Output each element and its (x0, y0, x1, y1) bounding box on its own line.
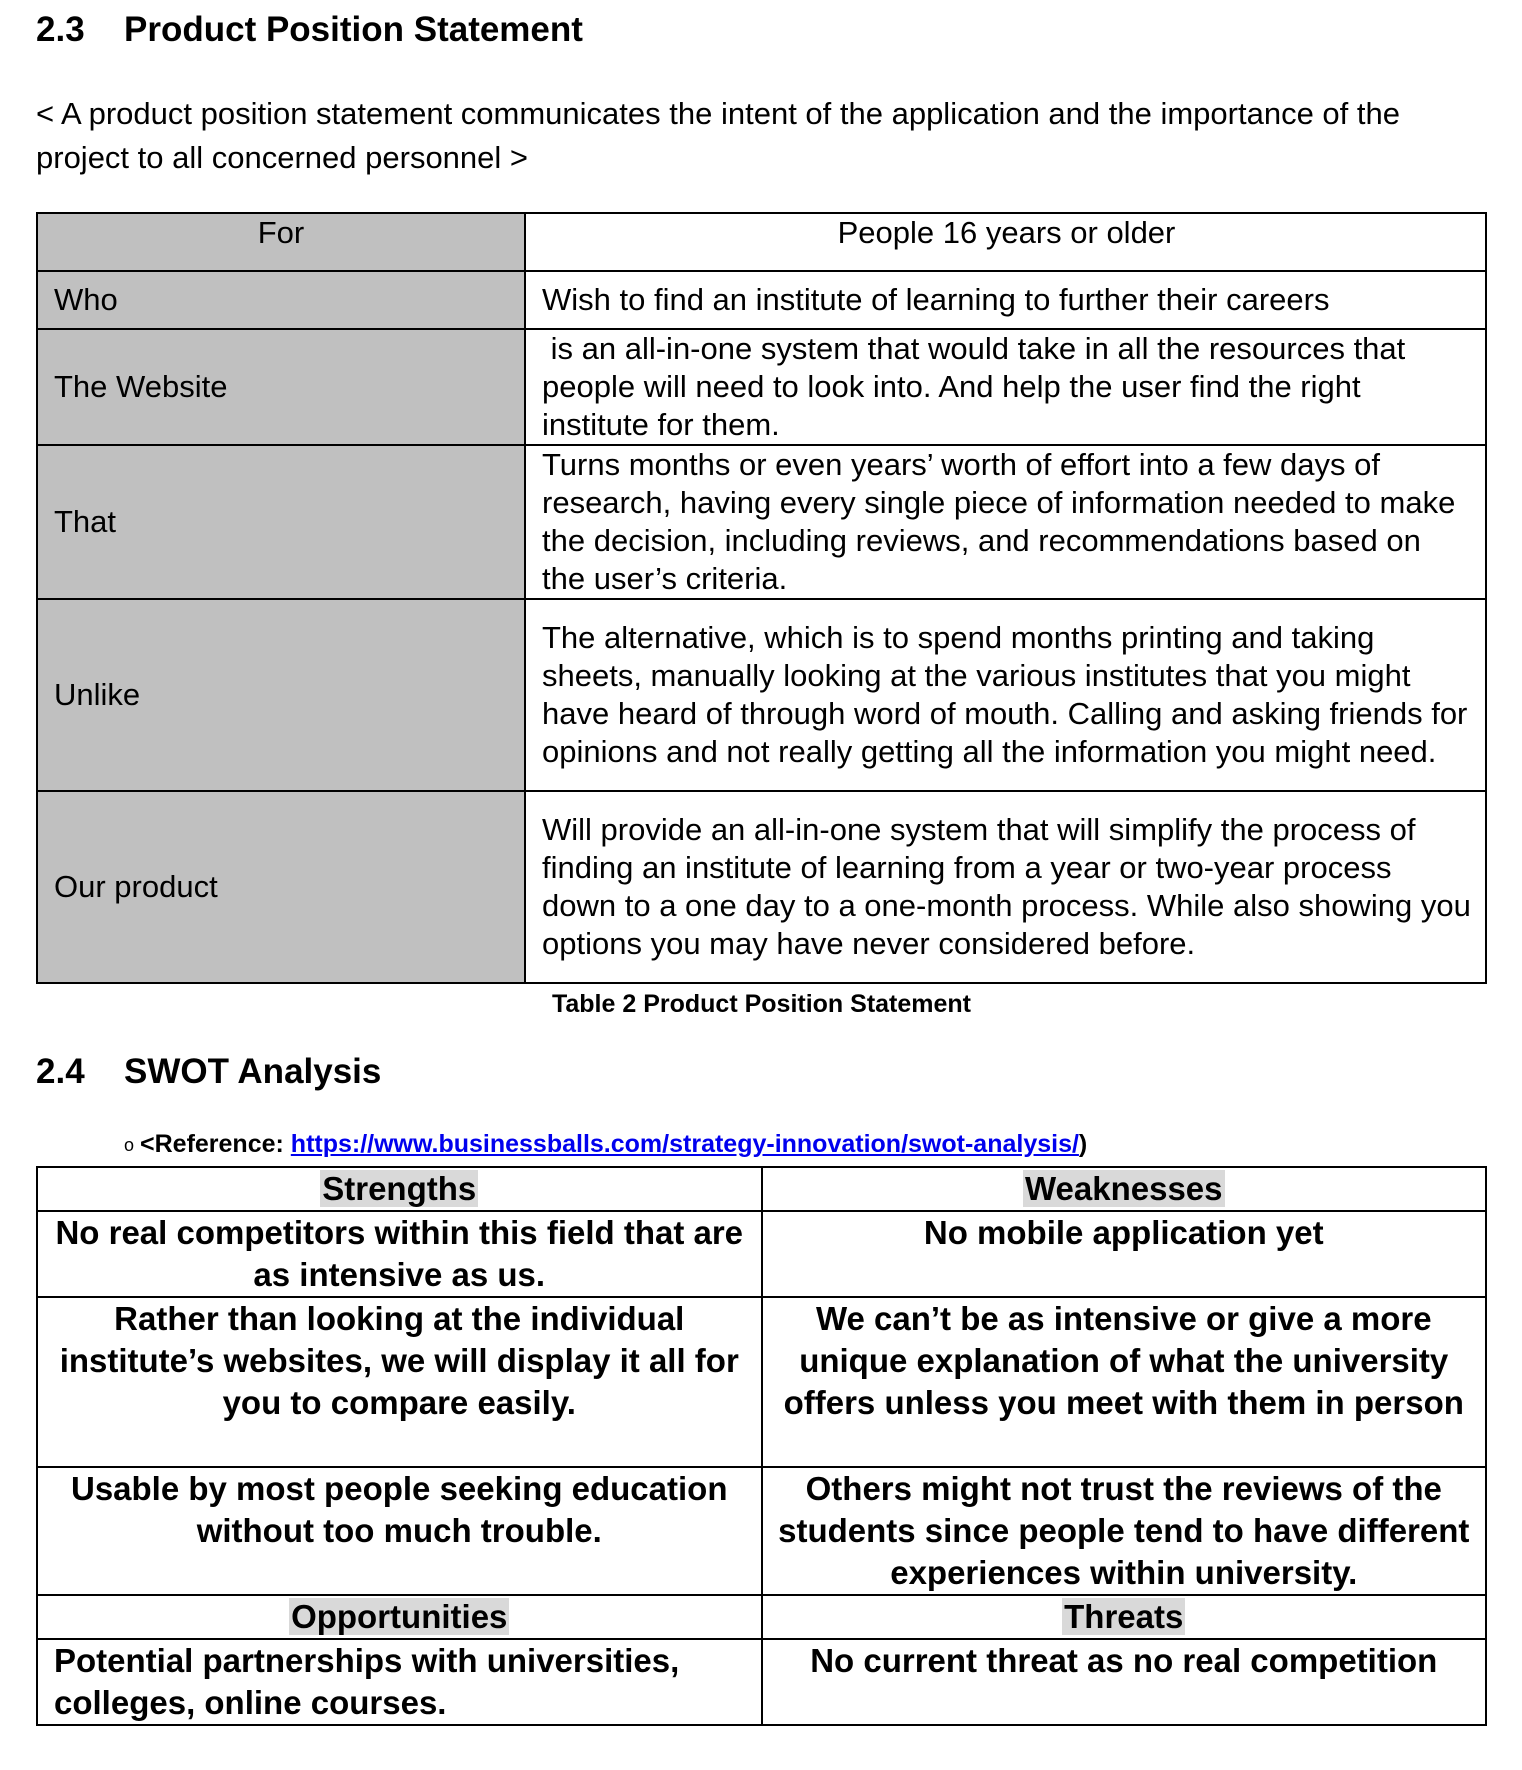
opportunity-item: Potential partnerships with universities, colleges, online courses. (37, 1639, 762, 1725)
table-row (37, 445, 1486, 599)
row-label: Unlike (37, 599, 525, 791)
bullet-icon: o (124, 1134, 135, 1155)
weakness-item: Others might not trust the reviews of the students since people tend to have different experiences within university. (762, 1467, 1487, 1595)
section-heading-2-3 (36, 10, 583, 50)
reference-line (124, 1130, 1087, 1159)
section-number: 2.4 (36, 1052, 85, 1091)
table-row (37, 599, 1486, 791)
weaknesses-header-cell (762, 1167, 1487, 1211)
product-position-table (36, 212, 1487, 984)
reference-prefix: <Reference: (140, 1130, 291, 1158)
row-label: Our product (37, 791, 525, 983)
weaknesses-header: Weaknesses (1024, 1170, 1223, 1207)
section-number: 2.3 (36, 10, 85, 49)
strength-item: Usable by most people seeking education without too much trouble. (37, 1467, 762, 1595)
row-value: People 16 years or older (525, 213, 1486, 271)
strengths-header-cell (37, 1167, 762, 1211)
threat-item: No current threat as no real competition (762, 1639, 1487, 1725)
table-row (37, 1639, 1486, 1725)
section-title: Product Position Statement (124, 10, 583, 49)
section-heading-2-4 (36, 1052, 381, 1092)
row-value: The alternative, which is to spend months printing and taking sheets, manually looking at the various institutes that you might have heard of through word of mouth. Calling and asking friends for opinions and not really getting all the information you might need. (525, 599, 1486, 791)
reference-link[interactable]: https://www.businessballs.com/strategy-innovation/swot-analysis/ (290, 1130, 1079, 1158)
table-row (37, 271, 1486, 329)
weakness-item: We can’t be as intensive or give a more unique explanation of what the university offers unless you meet with them in person (762, 1297, 1487, 1467)
row-label: For (37, 213, 525, 271)
swot-header-row (37, 1595, 1486, 1639)
table-row (37, 1211, 1486, 1297)
row-label: Who (37, 271, 525, 329)
swot-header-row (37, 1167, 1486, 1211)
row-value: is an all-in-one system that would take in all the resources that people will need to look into. And help the user find the right institute for them. (525, 329, 1486, 445)
reference-suffix: ) (1078, 1130, 1088, 1158)
table-caption: Table 2 Product Position Statement (551, 990, 972, 1018)
opportunities-header: Opportunities (291, 1598, 508, 1635)
row-label: That (37, 445, 525, 599)
swot-table (36, 1166, 1487, 1726)
row-label: The Website (37, 329, 525, 445)
strength-item: Rather than looking at the individual institute’s websites, we will display it all for you to compare easily. (37, 1297, 762, 1467)
table-row (37, 1467, 1486, 1595)
row-value: Will provide an all-in-one system that will simplify the process of finding an institute of learning from a year or two-year process down to a one day to a one-month process. While also showing you options you may have never considered before. (525, 791, 1486, 983)
strength-item: No real competitors within this field that are as intensive as us. (37, 1211, 762, 1297)
opportunities-header-cell (37, 1595, 762, 1639)
row-value: Turns months or even years’ worth of effort into a few days of research, having every single piece of information needed to make the decision, including reviews, and recommendations based on the user’s criteria. (525, 445, 1486, 599)
row-value: Wish to find an institute of learning to further their careers (525, 271, 1486, 329)
section-title: SWOT Analysis (124, 1052, 382, 1091)
threats-header-cell (762, 1595, 1487, 1639)
weakness-item: No mobile application yet (762, 1211, 1487, 1297)
threats-header: Threats (1064, 1598, 1184, 1635)
strengths-header: Strengths (322, 1170, 477, 1207)
intro-paragraph: < A product position statement communicates the intent of the application and the importance of the project to all concerned personnel > (36, 96, 1400, 175)
table-row (37, 329, 1486, 445)
table-row (37, 791, 1486, 983)
table-row (37, 1297, 1486, 1467)
table-row (37, 213, 1486, 271)
